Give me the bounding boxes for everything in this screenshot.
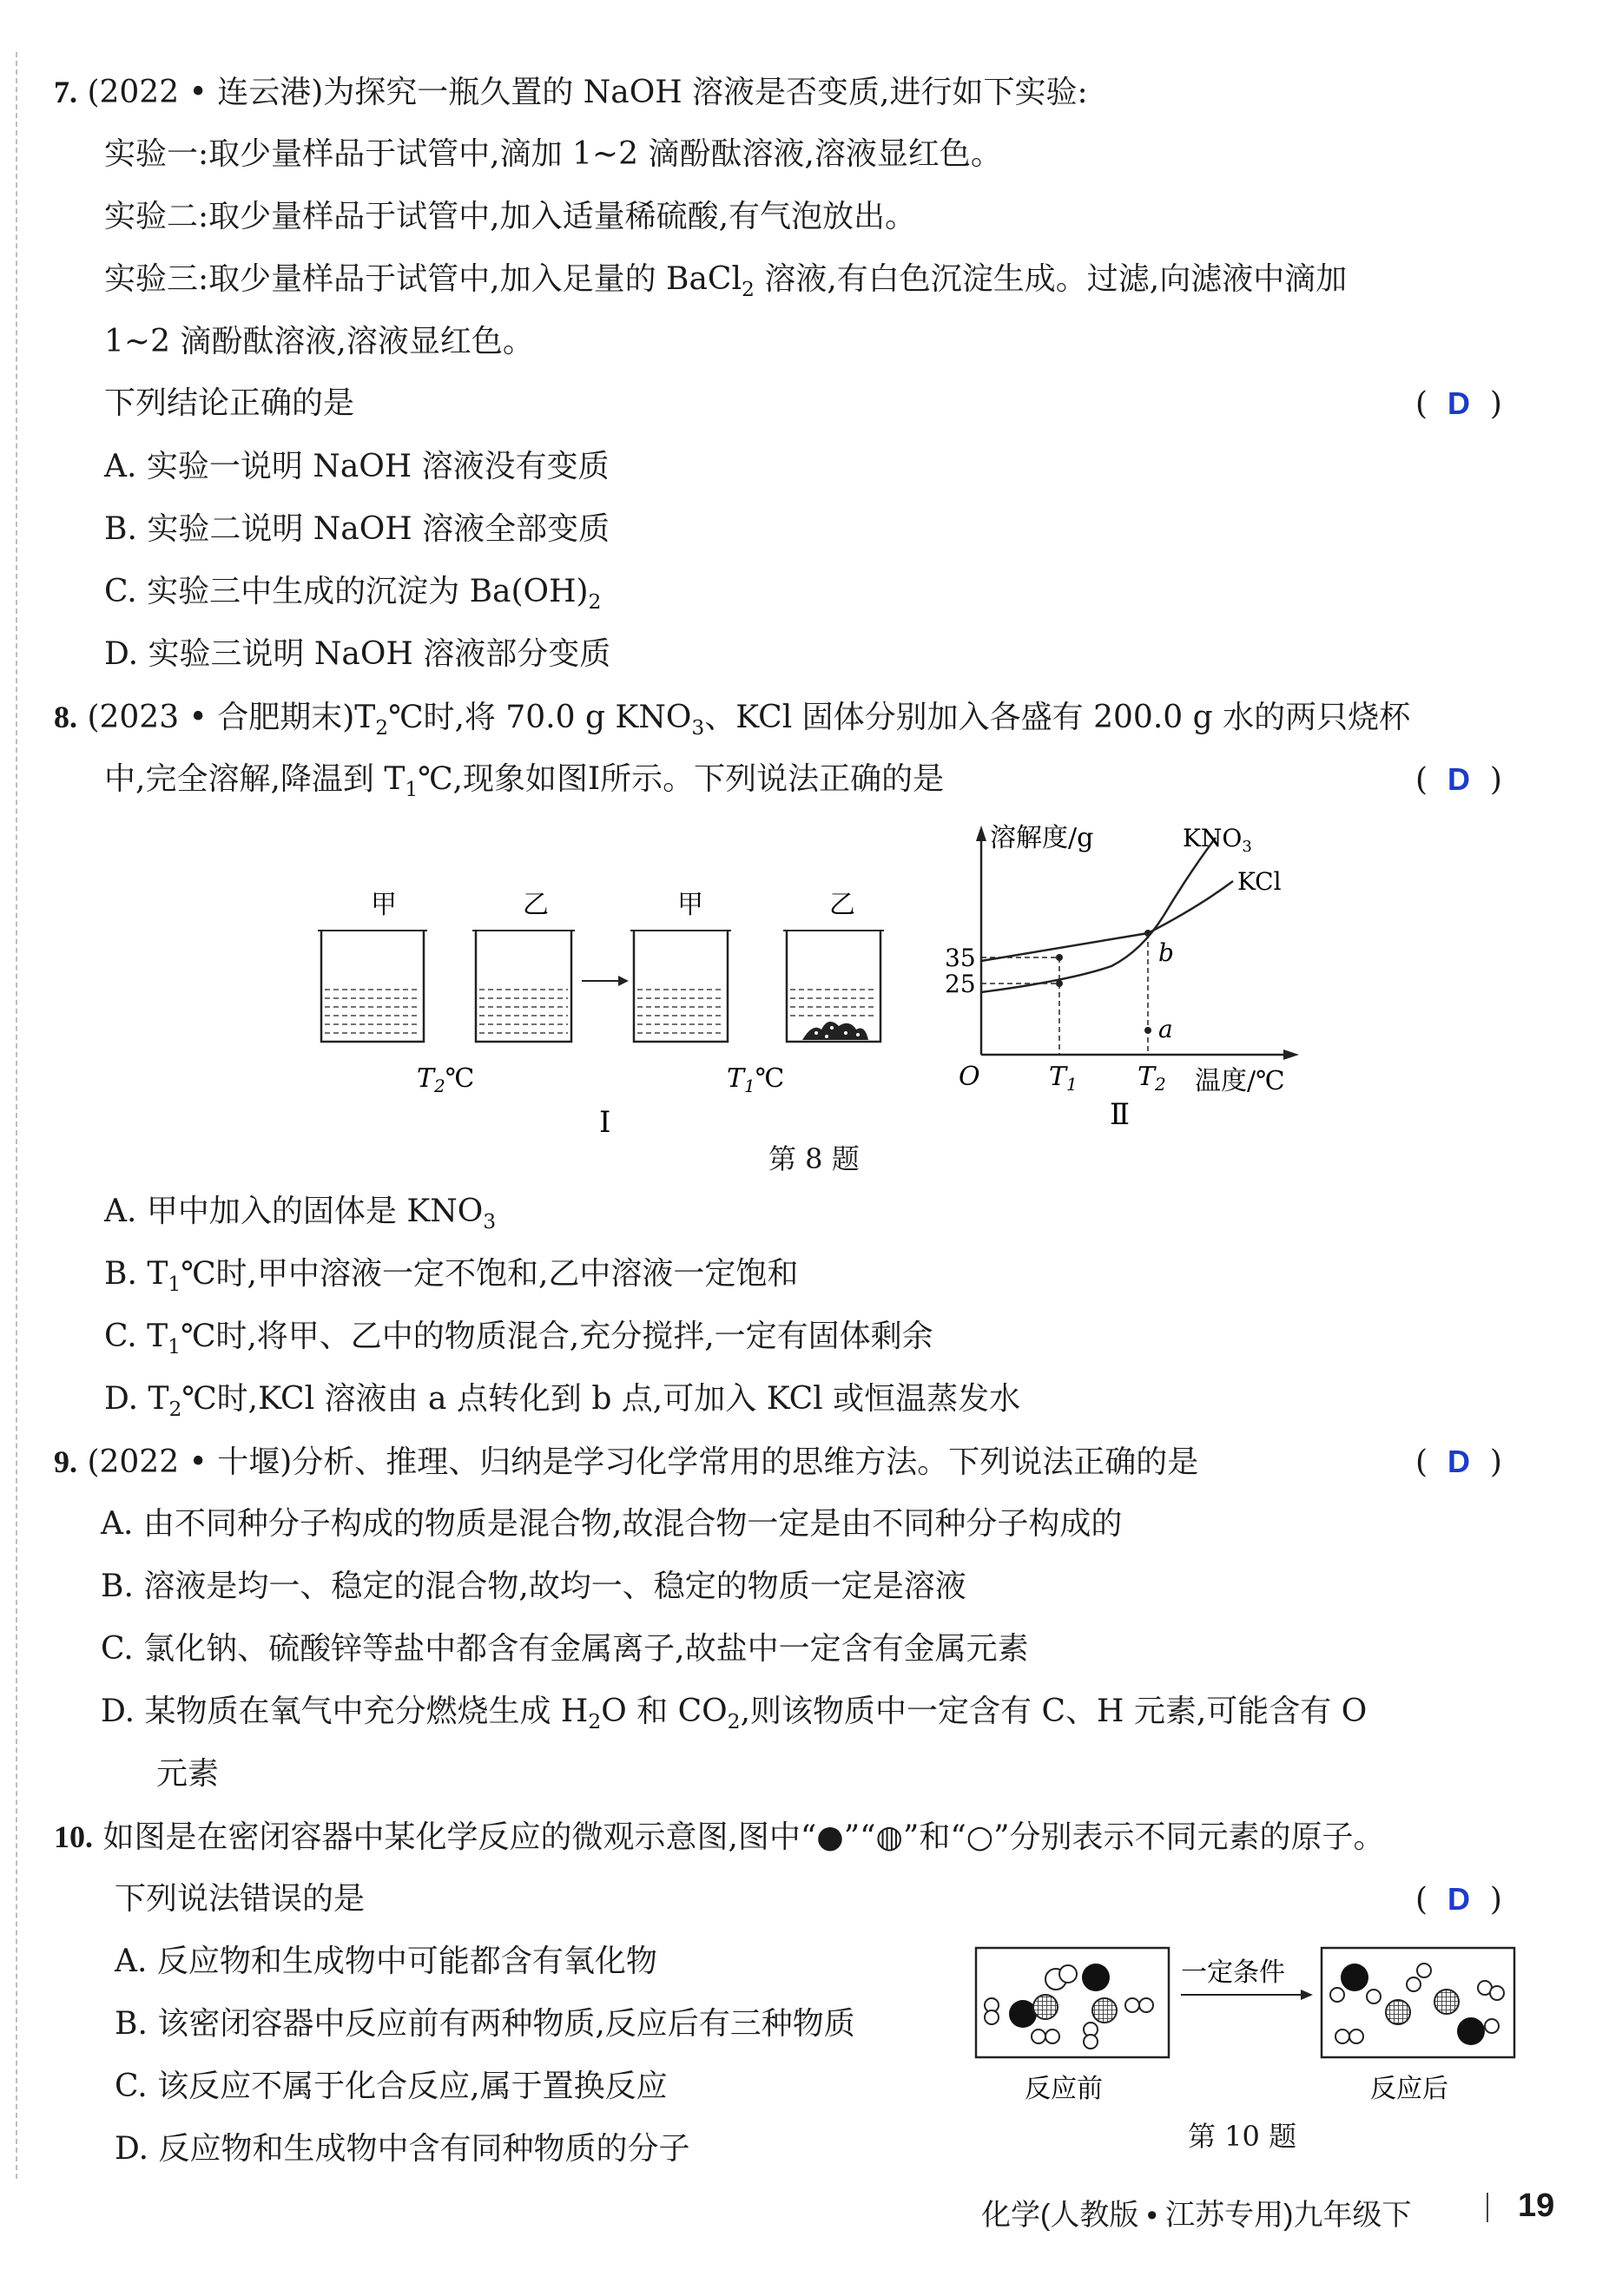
ytick-25: 25	[945, 970, 976, 998]
q9-option-c: C. 氯化钠、硫酸锌等盐中都含有金属离子,故盐中一定含有金属元素	[101, 1631, 1029, 1667]
q7-ask: 下列结论正确的是	[104, 385, 355, 421]
fig1-label-jia-2: 甲	[677, 890, 703, 920]
q9-option-d-sub2: 2	[727, 1709, 741, 1734]
curve-label-kno3: $KNO_3$	[1183, 824, 1252, 856]
q7-stem-text: (2022 • 连云港)为探究一瓶久置的 NaOH 溶液是否变质,进行如下实验:	[87, 75, 1088, 110]
q8-option-a	[104, 1193, 496, 1240]
q10-option-d: D. 反应物和生成物中含有同种物质的分子	[115, 2131, 690, 2167]
q7-exp1: 实验一:取少量样品于试管中,滴加 1~2 滴酚酞溶液,溶液显红色。	[104, 136, 1002, 172]
q10-option-b: B. 该密闭容器中反应前有两种物质,反应后有三种物质	[115, 2006, 855, 2042]
ytick-35: 35	[945, 944, 976, 972]
xtick-t1: $T_1$	[1049, 1062, 1078, 1095]
q10-stem-text: 如图是在密闭容器中某化学反应的微观示意图,图中“●”“◍”和“○”分别表示不同元素的原子。	[102, 1819, 1385, 1855]
q8-stem2-b: ℃,现象如图Ⅰ所示。下列说法正确的是	[418, 761, 945, 797]
margin-dashed-rule	[16, 52, 17, 2179]
q8-stem-sub1: 2	[375, 715, 389, 740]
q9-option-d-c: ,则该物质中一定含有 C、H 元素,可能含有 O	[740, 1694, 1368, 1729]
q9-answer: D	[1447, 1444, 1470, 1479]
beaker-jia-t2	[318, 931, 427, 1042]
x-axis-label: 温度/℃	[1195, 1066, 1285, 1096]
q10-figure-caption: 第 10 题	[1188, 2120, 1297, 2153]
point-b-label: b	[1158, 938, 1174, 967]
footer-divider	[1487, 2193, 1488, 2222]
q8-answer: D	[1447, 761, 1470, 797]
beaker-jia-t1	[630, 931, 731, 1042]
q8-stem2-sub: 1	[405, 777, 419, 802]
footer-book-title: 化学(人教版 • 江苏专用)九年级下	[981, 2199, 1412, 2232]
q8-stem-c: 、KCl 固体分别加入各盛有 200.0 g 水的两只烧杯	[704, 700, 1411, 735]
cooling-arrow	[582, 976, 629, 986]
after-box	[1322, 1948, 1514, 2057]
q7-exp3-cont: 1~2 滴酚酞溶液,溶液显红色。	[104, 324, 534, 359]
q9-option-d	[101, 1693, 1367, 1740]
q8-number: 8.	[54, 700, 77, 734]
q8-option-b	[104, 1255, 798, 1303]
q7-answer: D	[1447, 385, 1470, 421]
origin-label: O	[959, 1062, 980, 1092]
q8-answer-bracket: ( D )	[1415, 761, 1502, 798]
q9-option-d-cont: 元素	[156, 1756, 220, 1792]
q8-stem-line2	[104, 760, 944, 808]
q8-option-d-a: D. T	[104, 1381, 169, 1417]
beaker-yi-t2	[472, 931, 575, 1042]
q7-number: 7.	[54, 75, 77, 109]
q7-option-d: D. 实验三说明 NaOH 溶液部分变质	[104, 636, 611, 672]
before-box	[976, 1948, 1169, 2057]
point-b	[1144, 930, 1151, 937]
q9-answer-bracket: ( D )	[1415, 1444, 1502, 1480]
q8-stem-a: (2023 • 合肥期末)T	[87, 700, 376, 735]
q8-option-c-a: C. T	[104, 1319, 168, 1354]
q7-stem	[54, 73, 1088, 112]
q8-stem-b: ℃时,将 70.0 g KNO	[388, 700, 692, 735]
q7-answer-bracket: ( D )	[1415, 385, 1502, 422]
xtick-t2: $T_2$	[1138, 1062, 1166, 1095]
label-after: 反应后	[1370, 2074, 1448, 2104]
fig1-label-yi-2: 乙	[829, 890, 855, 920]
q10-number: 10.	[54, 1819, 93, 1854]
q7-option-c-text: C. 实验三中生成的沉淀为 Ba(OH)	[104, 574, 589, 609]
point-a	[1144, 1027, 1151, 1034]
fig1-label-yi-1: 乙	[523, 890, 549, 920]
q10-ask: 下列说法错误的是	[115, 1881, 366, 1917]
fig1-roman-label: Ⅰ	[599, 1105, 611, 1140]
q8-figure-2-solubility-chart	[938, 820, 1320, 1133]
q8-option-c	[104, 1318, 933, 1365]
q10-answer-bracket: ( D )	[1415, 1881, 1502, 1918]
q10-option-c: C. 该反应不属于化合反应,属于置换反应	[115, 2069, 668, 2104]
q10-stem	[54, 1818, 1385, 1857]
q8-option-c-b: ℃时,将甲、乙中的物质混合,充分搅拌,一定有固体剩余	[181, 1319, 933, 1354]
beaker-yi-t1-with-crystals	[783, 931, 884, 1042]
fig2-roman-label: Ⅱ	[1110, 1097, 1131, 1132]
q8-figure-caption: 第 8 题	[768, 1142, 860, 1175]
q10-reaction-figure	[973, 1936, 1528, 2118]
q7-option-a: A. 实验一说明 NaOH 溶液没有变质	[104, 449, 610, 484]
q8-option-a-sub: 3	[483, 1209, 497, 1234]
q8-option-d-b: ℃时,KCl 溶液由 a 点转化到 b 点,可加入 KCl 或恒温蒸发水	[181, 1381, 1021, 1417]
q7-exp3	[104, 260, 1347, 308]
q10-answer: D	[1447, 1881, 1470, 1917]
q8-option-b-sub: 1	[168, 1272, 181, 1297]
q9-stem-text: (2022 • 十堰)分析、推理、归纳是学习化学常用的思维方法。下列说法正确的是	[87, 1444, 1199, 1480]
reaction-condition: 一定条件	[1181, 1957, 1285, 1988]
q8-option-c-sub: 1	[168, 1334, 181, 1359]
q8-stem2-a: 中,完全溶解,降温到 T	[104, 761, 406, 797]
q9-option-b: B. 溶液是均一、稳定的混合物,故均一、稳定的物质一定是溶液	[101, 1569, 966, 1604]
reaction-arrowhead	[1301, 1990, 1313, 2000]
q7-exp3-part-b: 溶液,有白色沉淀生成。过滤,向滤液中滴加	[754, 261, 1348, 297]
q8-option-b-a: B. T	[104, 1256, 168, 1292]
point-t1-kcl	[1056, 954, 1063, 961]
q9-stem	[54, 1443, 1198, 1482]
q8-option-b-b: ℃时,甲中溶液一定不饱和,乙中溶液一定饱和	[181, 1256, 799, 1292]
q7-exp3-sub: 2	[742, 277, 755, 302]
point-t1-kno3	[1056, 980, 1063, 987]
label-before: 反应前	[1025, 2074, 1103, 2104]
q8-figure-1	[295, 868, 903, 1146]
q9-number: 9.	[54, 1444, 77, 1479]
point-a-label: a	[1158, 1015, 1173, 1043]
q7-exp3-part-a: 实验三:取少量样品于试管中,加入足量的 BaCl	[104, 261, 742, 297]
q9-option-d-a: D. 某物质在氧气中充分燃烧生成 H	[101, 1694, 589, 1729]
q9-option-a: A. 由不同种分子构成的物质是混合物,故混合物一定是由不同种分子构成的	[101, 1506, 1123, 1542]
q7-exp2: 实验二:取少量样品于试管中,加入适量稀硫酸,有气泡放出。	[104, 199, 917, 234]
q7-option-c	[104, 573, 601, 621]
fig1-temp-left: $T_2℃$	[417, 1063, 475, 1096]
q7-option-b: B. 实验二说明 NaOH 溶液全部变质	[104, 511, 610, 547]
q9-option-d-sub1: 2	[588, 1709, 602, 1734]
fig1-label-jia-1: 甲	[371, 890, 397, 920]
q7-option-c-sub: 2	[588, 589, 602, 615]
curve-label-kcl: KCl	[1237, 867, 1282, 896]
q10-option-a: A. 反应物和生成物中可能都含有氧化物	[115, 1944, 657, 1979]
kcl-curve	[981, 881, 1233, 961]
x-axis-arrow	[1283, 1049, 1299, 1060]
q9-option-d-b: O 和 CO	[601, 1694, 728, 1729]
q8-stem-sub2: 3	[691, 715, 705, 740]
footer-page-number: 19	[1518, 2187, 1555, 2224]
y-axis-label: 溶解度/g	[990, 823, 1094, 853]
y-axis-arrow	[976, 826, 986, 841]
q8-option-a-text: A. 甲中加入的固体是 KNO	[104, 1194, 484, 1229]
q8-option-d-sub: 2	[168, 1397, 182, 1422]
fig1-temp-right: $T_1℃$	[727, 1063, 785, 1096]
q8-option-d	[104, 1380, 1020, 1428]
q8-stem	[54, 698, 1410, 747]
